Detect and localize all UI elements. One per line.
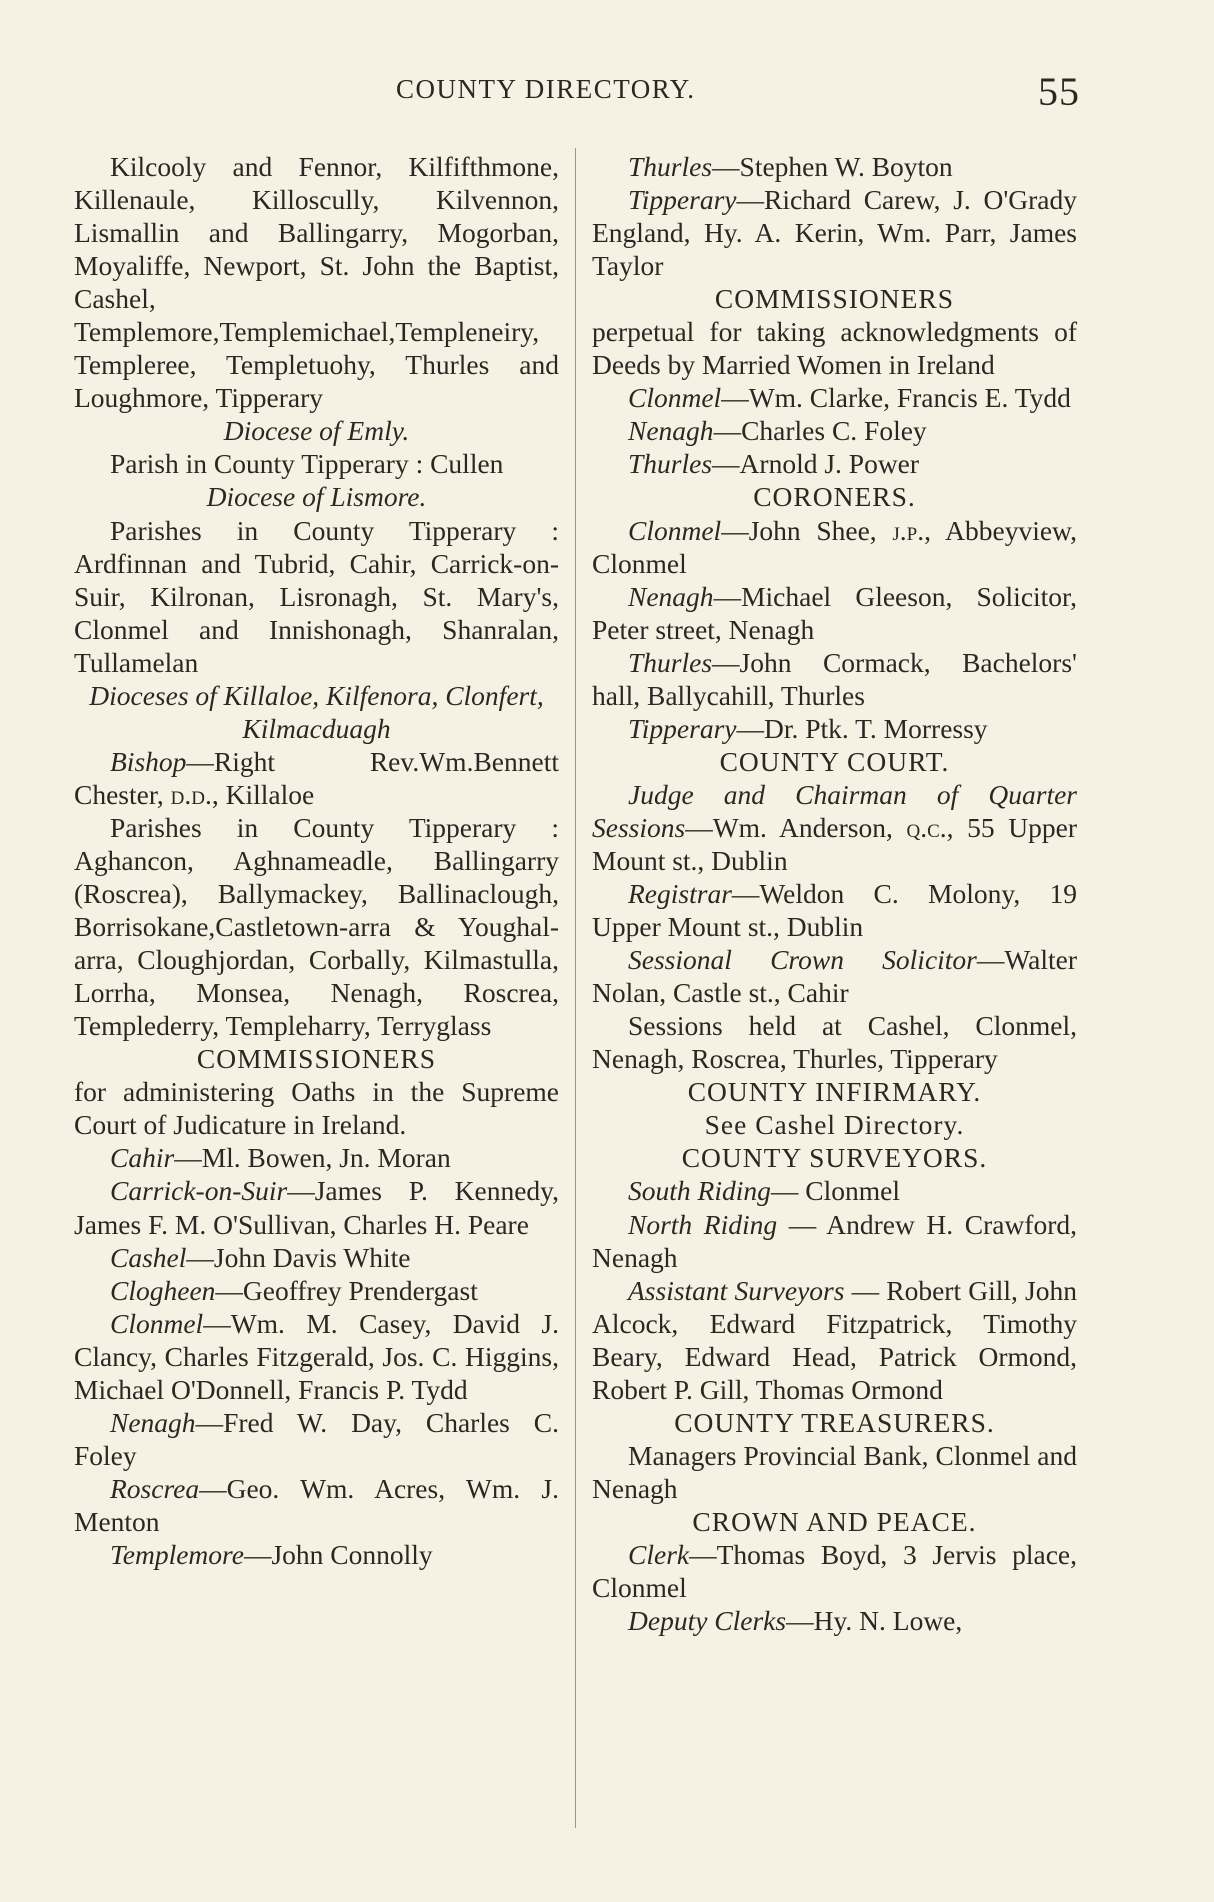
directory-entry <box>592 183 1077 282</box>
entry-place: Templemore <box>110 1538 244 1570</box>
entry-place: Clogheen <box>110 1274 216 1306</box>
entry-text: —Arnold J. Power <box>712 448 920 480</box>
entry-place: Nenagh <box>628 580 714 612</box>
right-column <box>592 150 1077 1637</box>
diocese-heading-lismore: Diocese of Lismore. <box>206 481 427 513</box>
surveyor-text: — Clonmel <box>770 1175 900 1207</box>
entry-text: —Ml. Bowen, Jn. Moran <box>174 1142 451 1174</box>
entry-text: , Abbeyview, Clonmel <box>592 514 1077 579</box>
solicitor-entry <box>592 943 1077 1009</box>
entry-title-jp: j.p. <box>892 514 925 546</box>
entry-text: —James P. Kennedy, James F. M. O'Sullivan, Charles H. Peare <box>74 1175 559 1240</box>
registrar-entry <box>592 877 1077 943</box>
entry-place: Clonmel <box>110 1307 204 1339</box>
section-heading-county-court: COUNTY COURT. <box>719 745 950 777</box>
directory-entry <box>592 381 1077 414</box>
deputy-clerk-label: Deputy Clerks <box>628 1605 787 1637</box>
section-heading-infirmary: COUNTY INFIRMARY. <box>687 1076 982 1108</box>
directory-entry <box>74 1307 559 1406</box>
surveyor-text: — Andrew H. Crawford, Nenagh <box>592 1208 1078 1273</box>
page-number: 55 <box>1038 69 1080 114</box>
entry-text: —Richard Carew, J. O'Grady England, Hy. A. Kerin, Wm. Parr, James Taylor <box>592 184 1077 282</box>
surveyor-label: Assistant Surveyors <box>628 1274 845 1306</box>
registrar-label: Registrar <box>628 878 732 910</box>
surveyor-label: South Riding <box>628 1175 771 1207</box>
entry-place: Cahir <box>110 1142 175 1174</box>
perpetual-intro: perpetual for taking acknowledgments of Deeds by Married Women in Ireland <box>592 316 1077 381</box>
column-divider <box>575 148 576 1828</box>
judge-text: —Wm. Anderson, <box>685 811 907 843</box>
parish-list: Kilcooly and Fennor, Kilfifthmone, Killenaule, Killoscully, Kilvennon, Lismallin and Ballingarry, Mogorban, Moyaliffe, Newport, St. John the Baptist, Cashel, Templemore,Templemichael,Templeneiry, Templeree, Templetuohy, Thurles and Loughmore, Tipperary <box>74 151 559 414</box>
directory-entry <box>74 1472 559 1538</box>
judge-title-qc: q.c. <box>906 811 947 843</box>
entry-place: Tipperary <box>628 712 737 744</box>
directory-entry <box>592 414 1077 447</box>
section-heading-commissioners: COMMISSIONERS <box>196 1043 437 1075</box>
directory-entry <box>74 1241 559 1274</box>
entry-place: Carrick-on-Suir <box>110 1175 288 1207</box>
surveyor-text: — Robert Gill, John Alcock, Edward Fitzpatrick, Timothy Beary, Edward Head, Patrick Ormond, Robert P. Gill, Thomas Ormond <box>592 1274 1077 1405</box>
clerk-label: Clerk <box>628 1538 690 1570</box>
directory-entry <box>592 150 1077 183</box>
deputy-clerk-entry <box>592 1604 1077 1637</box>
entry-text: —John Connolly <box>243 1538 433 1570</box>
directory-entry <box>592 646 1077 712</box>
sessions-text: Sessions held at Cashel, Clonmel, Nenagh, Roscrea, Thurles, Tipperary <box>592 1010 1077 1075</box>
surveyor-label: North Riding <box>628 1208 778 1240</box>
entry-place: Cashel <box>110 1241 187 1273</box>
diocese-heading-emly: Diocese of Emly. <box>223 415 410 447</box>
surveyor-entry <box>592 1174 1077 1207</box>
bishop-text: —Right Rev.Wm.Bennett Chester, <box>74 745 559 810</box>
section-heading-commissioners-perpetual: COMMISSIONERS <box>714 283 955 315</box>
entry-place: Roscrea <box>110 1472 200 1504</box>
entry-place: Thurles <box>628 151 713 182</box>
infirmary-text: See Cashel Directory. <box>704 1109 965 1141</box>
entry-place: Clonmel <box>628 514 722 546</box>
directory-entry <box>592 514 1077 580</box>
parish-list: Parishes in County Tipperary : Aghancon, Aghnameadle, Ballingarry (Roscrea), Ballymackey, Ballinaclough, Borrisokane,Castletown-arra & Youghal-arra, Cloughjordan, Corbally, Kilmastulla, Lorrha, Monsea, Nenagh, Roscrea, Templederry, Templeharry, Terryglass <box>74 811 559 1042</box>
directory-entry <box>592 580 1077 646</box>
bishop-label: Bishop <box>110 745 187 777</box>
parish-list: Parishes in County Tipperary : Ardfinnan and Tubrid, Cahir, Carrick-on-Suir, Kilronan, Lisronagh, St. Mary's, Clonmel and Innishonagh, Shanralan, Tullamelan <box>74 514 559 678</box>
entry-text: —Stephen W. Boyton <box>712 151 953 182</box>
directory-entry <box>74 1141 559 1174</box>
entry-text: —John Cormack, Bachelors' hall, Ballycahill, Thurles <box>592 646 1077 711</box>
registrar-text: —Weldon C. Molony, 19 Upper Mount st., Dublin <box>592 878 1077 943</box>
section-heading-surveyors: COUNTY SURVEYORS. <box>681 1142 988 1174</box>
entry-place: Nenagh <box>110 1406 196 1438</box>
entry-text: —Geoffrey Prendergast <box>215 1274 478 1306</box>
surveyor-entry <box>592 1208 1077 1274</box>
commissioners-intro: for administering Oaths in the Supreme Court of Judicature in Ireland. <box>74 1076 559 1141</box>
directory-entry <box>74 1406 559 1472</box>
diocese-heading-killaloe: Dioceses of Killaloe, Kilfenora, Clonfert, Kilmacduagh <box>89 679 544 744</box>
entry-text: —Wm. Clarke, Francis E. Tydd <box>721 382 1071 414</box>
directory-entry <box>592 712 1077 745</box>
section-heading-coroners: CORONERS. <box>753 481 916 513</box>
entry-place: Tipperary <box>628 184 737 216</box>
entry-text: —John Shee, <box>721 514 893 546</box>
entry-text: —Michael Gleeson, Solicitor, Peter street, Nenagh <box>592 580 1077 645</box>
solicitor-label: Sessional Crown Solicitor <box>628 944 977 976</box>
entry-place: Thurles <box>628 448 713 480</box>
parish-list: Parish in County Tipperary : Cullen <box>110 448 504 480</box>
entry-text: —Geo. Wm. Acres, Wm. J. Menton <box>74 1472 559 1537</box>
entry-text: —John Davis White <box>186 1241 411 1273</box>
directory-entry <box>592 447 1077 480</box>
bishop-degree: d.d. <box>170 778 212 810</box>
solicitor-text: —Walter Nolan, Castle st., Cahir <box>592 944 1077 1009</box>
bishop-entry <box>74 745 559 811</box>
directory-entry <box>74 1538 559 1571</box>
treasurers-text: Managers Provincial Bank, Clonmel and Nenagh <box>592 1439 1077 1504</box>
left-column <box>74 150 559 1571</box>
entry-text: —Wm. M. Casey, David J. Clancy, Charles Fitzgerald, Jos. C. Higgins, Michael O'Donnell, Francis P. Tydd <box>74 1307 559 1405</box>
clerk-entry <box>592 1538 1077 1604</box>
entry-text: —Fred W. Day, Charles C. Foley <box>74 1406 559 1471</box>
section-heading-crown-and-peace: CROWN AND PEACE. <box>692 1505 977 1537</box>
deputy-clerk-text: —Hy. N. Lowe, <box>786 1605 963 1637</box>
judge-text: , 55 Upper Mount st., Dublin <box>592 811 1077 876</box>
entry-text: —Dr. Ptk. T. Morressy <box>736 712 988 744</box>
entry-place: Nenagh <box>628 415 714 447</box>
bishop-tail: , Killaloe <box>211 778 315 810</box>
entry-text: —Charles C. Foley <box>713 415 927 447</box>
section-heading-treasurers: COUNTY TREASURERS. <box>674 1406 995 1438</box>
surveyor-entry <box>592 1274 1077 1406</box>
running-head: COUNTY DIRECTORY. <box>396 74 696 104</box>
entry-place: Clonmel <box>628 382 722 414</box>
directory-entry <box>74 1174 559 1240</box>
page-header <box>0 68 1214 128</box>
judge-label: Judge and Chairman of Quarter Sessions <box>592 778 1077 843</box>
directory-entry <box>74 1274 559 1307</box>
entry-place: Thurles <box>628 646 713 678</box>
clerk-text: —Thomas Boyd, 3 Jervis place, Clonmel <box>592 1538 1077 1604</box>
judge-entry <box>592 778 1077 877</box>
